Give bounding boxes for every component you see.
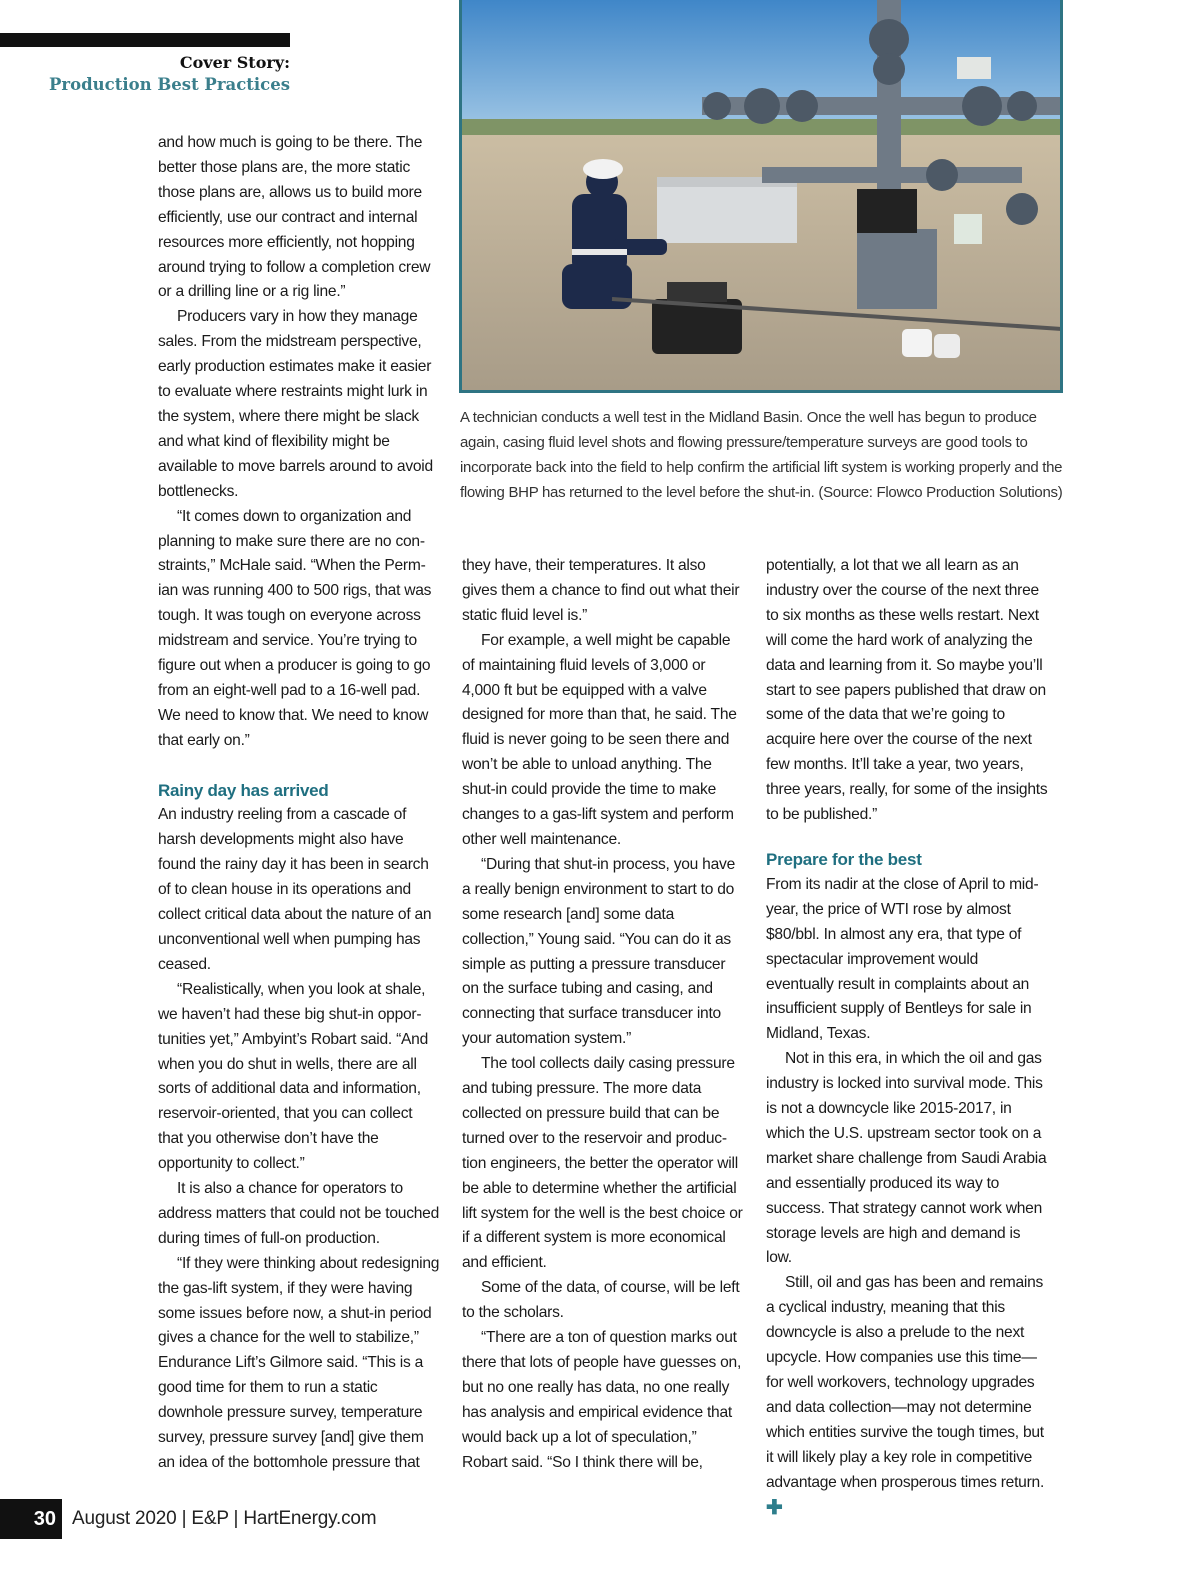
page-number: 30 [0, 1499, 62, 1539]
paragraph: From its nadir at the close of April to midyear, the price of WTI rose by almost $80/bbl. In almost any era, that type of spectacular improvement would eventually result in complaints about an insufficient supply of Bentleys for sale in Midland, Texas. [766, 875, 1039, 1043]
paragraph: It is also a chance for operators to address matters that could not be touched during times of full-on production. [158, 1180, 440, 1247]
article-column-1 [158, 131, 440, 1476]
article-column-3 [766, 554, 1048, 1522]
section-title: Production Best Practices [49, 75, 290, 94]
paragraph: “There are a ton of question marks out there that lots of people have guesses on, but no one really has data, no one really has analysis and empirical evidence that would back up a lot of speculation,” Robart said. “So I think there will be, [462, 1329, 742, 1471]
footer-publication: August 2020 | E&P | HartEnergy.com [72, 1508, 377, 1529]
paragraph: they have, their temperatures. It also gives them a chance to find out what their static fluid level is.” [462, 557, 740, 624]
paragraph: Some of the data, of course, will be left to the scholars. [462, 1279, 740, 1322]
paragraph: Not in this era, in which the oil and gas industry is locked into survival mode. This is not a downcycle like 2015-2017, in which the U.S. upstream sector took on a market share challenge from Saudi Arabia and essentially produced its way to success. That strategy cannot work when storage levels are high and demand is low. [766, 1050, 1047, 1267]
paragraph: “It comes down to organization and planning to make sure there are no constraints,” McHale said. “When the Permian was running 400 to 500 rigs, that was tough. It was tough on everyone across midstream and service. You’re trying to figure out when a producer is going to go from an eight-well pad to a 16-well pad. We need to know that. We need to know that early on.” [158, 507, 432, 749]
article-column-2 [462, 554, 744, 1476]
paragraph: An industry reeling from a cascade of harsh developments might also have found the rainy day it has been in search of to clean house in its operations and collect critical data about the nature of an unconventional well when pumping has ceased. [158, 806, 432, 973]
cover-story-label: Cover Story: [179, 53, 290, 72]
subheading-rainy-day: Rainy day has arrived [158, 780, 329, 800]
paragraph: The tool collects daily casing pressure and tubing pressure. The more data collected on pressure build that can be turned over to the reservoir and production engineers, the better the operator will be able to determine whether the artificial lift system for the well is the best choice or if a different system is more economical and efficient. [462, 1055, 743, 1272]
paragraph: Producers vary in how they manage sales. From the midstream perspective, early production estimates make it easier to evaluate where restraints might lurk in the system, where there might be slack and what kind of flexibility might be available to move barrels around to avoid bottlenecks. [158, 308, 433, 500]
subheading-prepare: Prepare for the best [766, 849, 922, 869]
paragraph: “If they were thinking about redesigning the gas-lift system, if they were having some issues before now, a shut-in period gives a chance for the well to stabilize,” Endurance Lift’s Gilmore said. “This is a good time for them to run a static downhole pressure survey, temperature survey, pressure survey [and] give them an idea of the bottomhole pressure that [158, 1254, 440, 1472]
page-footer [0, 1499, 376, 1539]
paragraph: For example, a well might be capable of maintaining fluid levels of 3,000 or 4,000 ft but be equipped with a valve designed for more than that, he said. The fluid is never going to be seen there and won’t be able to unload anything. The shut-in could provide the time to make changes to a gas-lift system and perform other well maintenance. [462, 631, 737, 848]
end-of-story-icon: ✚ [766, 1496, 783, 1519]
photo-caption: A technician conducts a well test in the Midland Basin. Once the well has begun to produce again, casing fluid level shots and flowing pressure/temperature surveys are good tools to incorporate back into the field to help confirm the artificial lift system is working properly and the flowing BHP has returned to the level before the shut-in. (Source: Flowco Production Solutions) [460, 409, 1063, 501]
paragraph: potentially, a lot that we all learn as an industry over the course of the next three to six months as these wells restart. Next will come the hard work of analyzing the data and learning from it. So maybe you’ll start to see papers published that draw on some of the data that we’re going to acquire here over the course of the next few months. It’ll take a year, two years, three years, really, for some of the insights to be published.” [766, 557, 1048, 824]
paragraph: “During that shut-in process, you have a really benign environment to start to do some research [and] some data collection,” Young said. “You can do it as simple as putting a pressure transducer on the surface tubing and casing, and connecting that surface transducer into your automation system.” [462, 855, 735, 1048]
paragraph-text: Still, oil and gas has been and remains a cyclical industry, meaning that this downcycle is also a prelude to the next upcycle. How companies use this time—for well workovers, technology upgrades and data collection—may not determine which entities survive the tough times, but it will likely play a key role in competitive advantage when prosperous times return. [766, 1274, 1045, 1491]
paragraph [766, 1271, 1048, 1522]
well-test-photo [459, 0, 1063, 393]
paragraph: and how much is going to be there. The better those plans are, the more static those plans are, allows us to build more efficiently, use our contract and internal resources more efficiently, not hopping around trying to follow a completion crew or a drilling line or a rig line.” [158, 134, 431, 301]
paragraph: “Realistically, when you look at shale, we haven’t had these big shut-in opportunities yet,” Ambyint’s Robart said. “And when you do shut in wells, there are all sorts of additional data and information, reservoir-oriented, that you can collect that you otherwise don’t have the opportunity to collect.” [158, 980, 429, 1173]
header-rule [0, 33, 290, 47]
section-header [49, 52, 290, 96]
